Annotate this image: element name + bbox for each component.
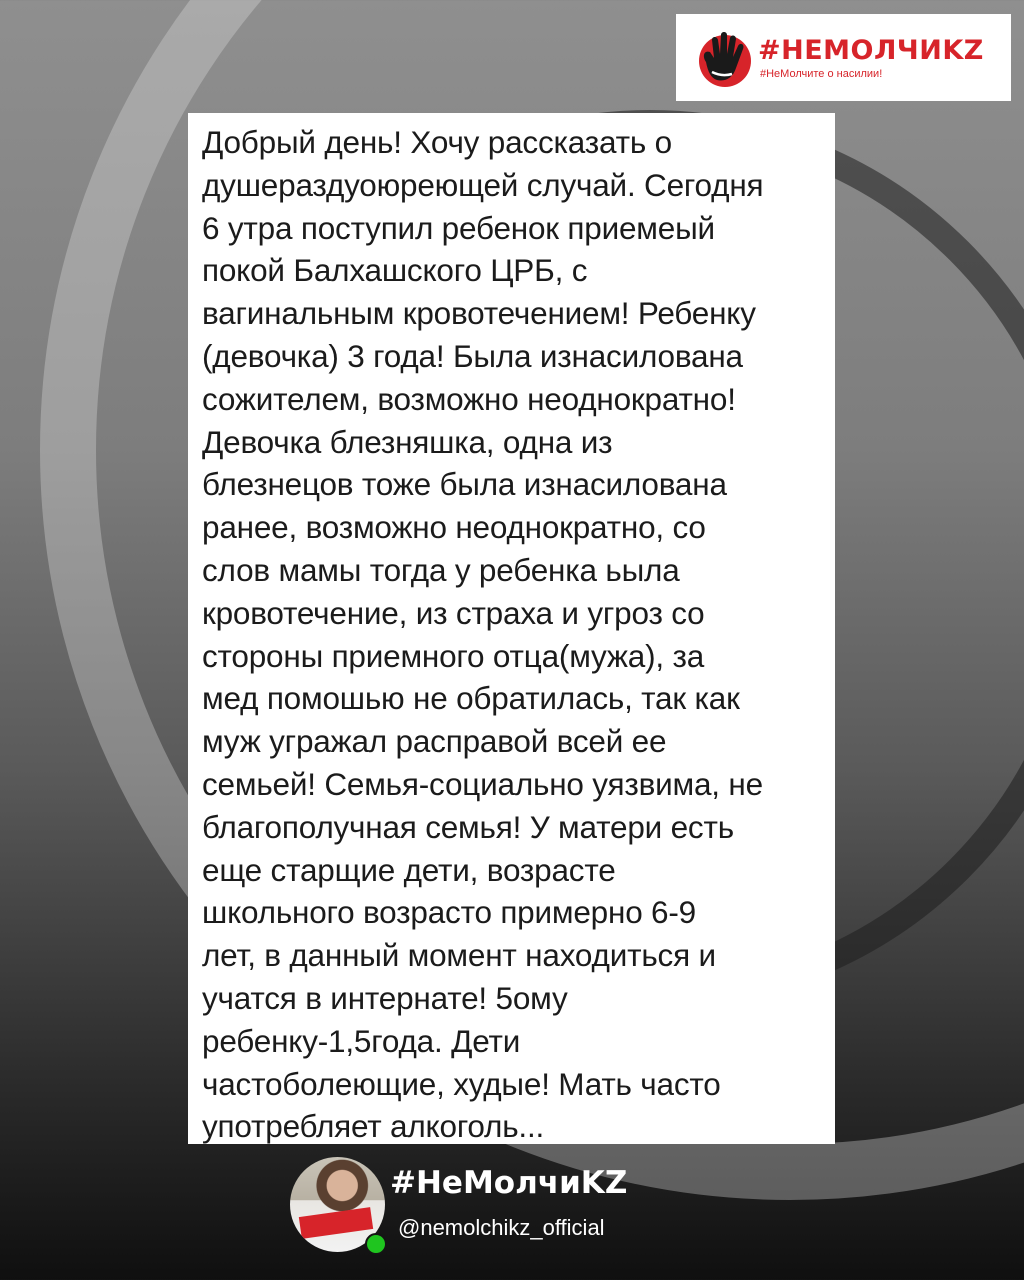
profile-name[interactable]: #НеМолчиKZ xyxy=(390,1165,628,1201)
online-status-icon xyxy=(365,1233,387,1255)
brand-logo xyxy=(676,14,1011,101)
message-text: Добрый день! Хочу рассказать о душераздуоюреющей случай. Сегодня 6 утра поступил ребенок приемеый покой Балхашского ЦРБ, с вагинальным кровотечением! Ребенку (девочка) 3 года! Была изнасилована сожителем, возможно неоднократно! Девочка блезняшка, одна из блезнецов тоже была изнасилована ранее, возможно неоднократно, со слов мамы тогда у ребенка ьыла кровотечение, из страха и угроз со стороны приемного отца(мужа), за мед помошью не обратилась, так как муж угражал расправой всей ее семьей! Семья-социально уязвима, не благополучная семья! У матери есть еще старщие дети, возрасте школьного возрасто примерно 6-9 лет, в данный момент находиться и учатся в интернате! 5ому ребенку-1,5года. Дети частоболеющие, худые! Мать часто употребляет алкоголь... xyxy=(202,124,764,1144)
stop-hand-icon xyxy=(692,28,752,88)
message-card xyxy=(188,113,835,1144)
profile-handle[interactable]: @nemolchikz_official xyxy=(398,1215,605,1240)
avatar-banner xyxy=(299,1207,373,1239)
profile-footer xyxy=(290,1157,710,1257)
logo-title: #НЕМОЛЧИKZ xyxy=(758,34,984,66)
logo-subtitle: #НеМолчите о насилии! xyxy=(760,67,883,80)
